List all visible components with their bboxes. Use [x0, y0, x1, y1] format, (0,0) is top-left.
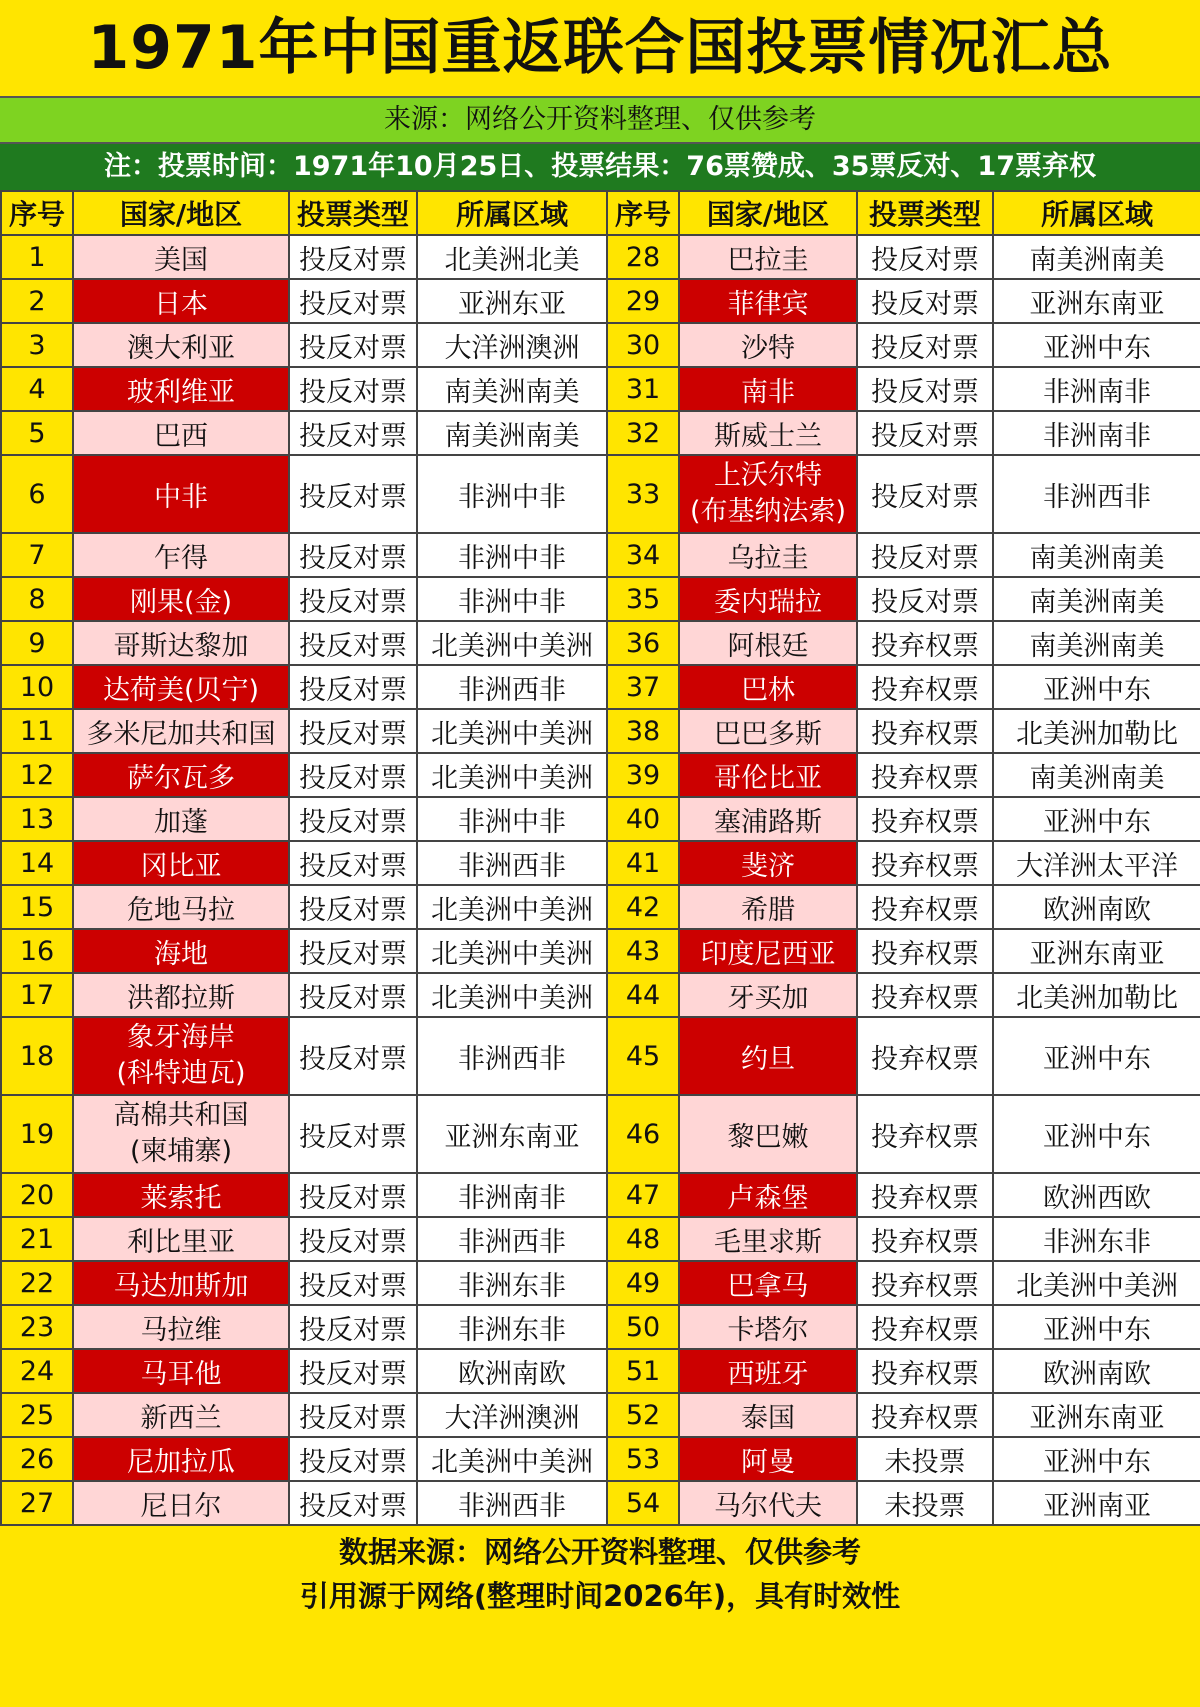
country-cell: 巴西: [73, 411, 289, 455]
vote-type-cell: 投弃权票: [857, 1305, 993, 1349]
row-number: 28: [607, 235, 679, 279]
vote-type-cell: 投弃权票: [857, 841, 993, 885]
region-cell: 非洲西非: [993, 455, 1200, 533]
vote-type-cell: 投反对票: [289, 411, 417, 455]
region-cell: 亚洲东亚: [417, 279, 607, 323]
table-row: [1, 235, 1200, 279]
country-cell: 乍得: [73, 533, 289, 577]
vote-type-cell: 投反对票: [857, 455, 993, 533]
table-row: [1, 367, 1200, 411]
vote-type-cell: 投弃权票: [857, 665, 993, 709]
row-number: 46: [607, 1095, 679, 1173]
region-cell: 北美洲中美洲: [417, 885, 607, 929]
country-cell: 巴林: [679, 665, 857, 709]
vote-type-cell: 投弃权票: [857, 1017, 993, 1095]
region-cell: 南美洲南美: [417, 411, 607, 455]
country-cell: 卡塔尔: [679, 1305, 857, 1349]
country-cell: 海地: [73, 929, 289, 973]
row-number: 49: [607, 1261, 679, 1305]
region-cell: 亚洲南亚: [993, 1481, 1200, 1525]
row-number: 41: [607, 841, 679, 885]
table-row: [1, 1305, 1200, 1349]
region-cell: 北美洲北美: [417, 235, 607, 279]
region-cell: 北美洲加勒比: [993, 709, 1200, 753]
region-cell: 非洲南非: [993, 367, 1200, 411]
table-row: [1, 1173, 1200, 1217]
country-cell: 马尔代夫: [679, 1481, 857, 1525]
row-number: 1: [1, 235, 73, 279]
region-cell: 亚洲中东: [993, 323, 1200, 367]
region-cell: 南美洲南美: [417, 367, 607, 411]
vote-type-cell: 投反对票: [289, 621, 417, 665]
row-number: 39: [607, 753, 679, 797]
country-cell: 斯威士兰: [679, 411, 857, 455]
row-number: 27: [1, 1481, 73, 1525]
table-row: [1, 973, 1200, 1017]
header-country: 国家/地区: [73, 191, 289, 235]
table-row: [1, 1017, 1200, 1095]
region-cell: 非洲西非: [417, 1217, 607, 1261]
region-cell: 北美洲中美洲: [417, 621, 607, 665]
row-number: 10: [1, 665, 73, 709]
vote-type-cell: 投反对票: [857, 577, 993, 621]
country-cell: 沙特: [679, 323, 857, 367]
region-cell: 非洲中非: [417, 455, 607, 533]
region-cell: 亚洲中东: [993, 1437, 1200, 1481]
vote-type-cell: 未投票: [857, 1437, 993, 1481]
table-row: [1, 753, 1200, 797]
row-number: 33: [607, 455, 679, 533]
row-number: 19: [1, 1095, 73, 1173]
country-cell: 乌拉圭: [679, 533, 857, 577]
region-cell: 南美洲南美: [993, 753, 1200, 797]
country-cell: 莱索托: [73, 1173, 289, 1217]
country-alias-line: (柬埔寨): [129, 1136, 233, 1167]
country-cell: 约旦: [679, 1017, 857, 1095]
vote-type-cell: 投反对票: [857, 367, 993, 411]
row-number: 25: [1, 1393, 73, 1437]
region-cell: 南美洲南美: [993, 235, 1200, 279]
region-cell: 北美洲中美洲: [417, 1437, 607, 1481]
table-row: [1, 323, 1200, 367]
row-number: 18: [1, 1017, 73, 1095]
country-cell: 马拉维: [73, 1305, 289, 1349]
region-cell: 北美洲中美洲: [417, 753, 607, 797]
country-cell: 刚果(金): [73, 577, 289, 621]
vote-type-cell: 投反对票: [289, 323, 417, 367]
region-cell: 南美洲南美: [993, 533, 1200, 577]
country-cell: 巴拉圭: [679, 235, 857, 279]
region-cell: 亚洲中东: [993, 1095, 1200, 1173]
header-no: 序号: [607, 191, 679, 235]
row-number: 16: [1, 929, 73, 973]
vote-type-cell: 投反对票: [289, 1017, 417, 1095]
table-row: [1, 621, 1200, 665]
country-alias-line: (科特迪瓦): [116, 1058, 246, 1089]
country-cell: 洪都拉斯: [73, 973, 289, 1017]
header-region: 所属区域: [417, 191, 607, 235]
row-number: 21: [1, 1217, 73, 1261]
region-cell: 大洋洲澳洲: [417, 1393, 607, 1437]
country-cell: 美国: [73, 235, 289, 279]
country-cell: 玻利维亚: [73, 367, 289, 411]
vote-type-cell: 投弃权票: [857, 885, 993, 929]
region-cell: 非洲中非: [417, 577, 607, 621]
footer-line: 引用源于网络(整理时间2026年)，具有时效性: [299, 1579, 901, 1613]
footer: [0, 1526, 1200, 1618]
country-name-line: 象牙海岸: [127, 1022, 235, 1053]
row-number: 51: [607, 1349, 679, 1393]
vote-type-cell: 投弃权票: [857, 929, 993, 973]
vote-type-cell: 投反对票: [289, 797, 417, 841]
region-cell: 非洲西非: [417, 665, 607, 709]
table-row: [1, 577, 1200, 621]
vote-type-cell: 投反对票: [289, 929, 417, 973]
region-cell: 大洋洲太平洋: [993, 841, 1200, 885]
row-number: 2: [1, 279, 73, 323]
header-no: 序号: [1, 191, 73, 235]
row-number: 3: [1, 323, 73, 367]
row-number: 35: [607, 577, 679, 621]
table-row: [1, 1437, 1200, 1481]
row-number: 24: [1, 1349, 73, 1393]
country-cell: 巴拿马: [679, 1261, 857, 1305]
country-cell: 利比里亚: [73, 1217, 289, 1261]
region-cell: 欧洲南欧: [993, 1349, 1200, 1393]
vote-type-cell: 投反对票: [289, 973, 417, 1017]
row-number: 32: [607, 411, 679, 455]
header-region: 所属区域: [993, 191, 1200, 235]
country-cell: [73, 1017, 289, 1095]
country-cell: 新西兰: [73, 1393, 289, 1437]
table-row: [1, 885, 1200, 929]
table-row: [1, 1349, 1200, 1393]
vote-type-cell: 投反对票: [289, 235, 417, 279]
country-cell: 尼日尔: [73, 1481, 289, 1525]
table-row: [1, 1095, 1200, 1173]
country-cell: 哥斯达黎加: [73, 621, 289, 665]
row-number: 5: [1, 411, 73, 455]
footer-line: 数据来源：网络公开资料整理、仅供参考: [338, 1535, 861, 1569]
vote-type-cell: 投弃权票: [857, 1173, 993, 1217]
vote-type-cell: 投弃权票: [857, 1349, 993, 1393]
country-cell: 马耳他: [73, 1349, 289, 1393]
row-number: 23: [1, 1305, 73, 1349]
row-number: 13: [1, 797, 73, 841]
table-row: [1, 411, 1200, 455]
country-cell: [73, 1095, 289, 1173]
vote-type-cell: 投弃权票: [857, 621, 993, 665]
vote-type-cell: 投反对票: [289, 709, 417, 753]
vote-type-cell: 投反对票: [857, 235, 993, 279]
row-number: 45: [607, 1017, 679, 1095]
vote-type-cell: 投反对票: [289, 455, 417, 533]
row-number: 40: [607, 797, 679, 841]
note-banner: 注：投票时间：1971年10月25日、投票结果：76票赞成、35票反对、17票弃权: [0, 144, 1200, 190]
region-cell: 南美洲南美: [993, 577, 1200, 621]
row-number: 29: [607, 279, 679, 323]
row-number: 34: [607, 533, 679, 577]
row-number: 54: [607, 1481, 679, 1525]
row-number: 53: [607, 1437, 679, 1481]
country-cell: 西班牙: [679, 1349, 857, 1393]
table-row: [1, 1481, 1200, 1525]
vote-type-cell: 投弃权票: [857, 797, 993, 841]
country-name-line: 上沃尔特: [714, 460, 822, 491]
country-cell: 卢森堡: [679, 1173, 857, 1217]
region-cell: 北美洲中美洲: [417, 973, 607, 1017]
row-number: 43: [607, 929, 679, 973]
row-number: 31: [607, 367, 679, 411]
row-number: 9: [1, 621, 73, 665]
vote-type-cell: 投反对票: [857, 533, 993, 577]
vote-type-cell: 投反对票: [289, 1095, 417, 1173]
vote-type-cell: 未投票: [857, 1481, 993, 1525]
row-number: 52: [607, 1393, 679, 1437]
table-header-row: [1, 191, 1200, 235]
country-cell: 加蓬: [73, 797, 289, 841]
row-number: 11: [1, 709, 73, 753]
country-cell: 南非: [679, 367, 857, 411]
region-cell: 北美洲中美洲: [417, 709, 607, 753]
region-cell: 非洲南非: [417, 1173, 607, 1217]
vote-type-cell: 投反对票: [289, 1217, 417, 1261]
row-number: 17: [1, 973, 73, 1017]
country-cell: 黎巴嫩: [679, 1095, 857, 1173]
vote-type-cell: 投反对票: [289, 1481, 417, 1525]
row-number: 30: [607, 323, 679, 367]
country-cell: 菲律宾: [679, 279, 857, 323]
region-cell: 欧洲南欧: [993, 885, 1200, 929]
region-cell: 非洲中非: [417, 533, 607, 577]
region-cell: 非洲中非: [417, 797, 607, 841]
region-cell: 大洋洲澳洲: [417, 323, 607, 367]
vote-type-cell: 投弃权票: [857, 1393, 993, 1437]
region-cell: 亚洲东南亚: [993, 1393, 1200, 1437]
country-cell: 牙买加: [679, 973, 857, 1017]
row-number: 37: [607, 665, 679, 709]
row-number: 7: [1, 533, 73, 577]
vote-type-cell: 投反对票: [289, 1437, 417, 1481]
country-cell: 中非: [73, 455, 289, 533]
country-cell: 萨尔瓦多: [73, 753, 289, 797]
row-number: 8: [1, 577, 73, 621]
region-cell: 非洲南非: [993, 411, 1200, 455]
vote-type-cell: 投弃权票: [857, 1217, 993, 1261]
row-number: 20: [1, 1173, 73, 1217]
vote-type-cell: 投反对票: [857, 279, 993, 323]
region-cell: 北美洲中美洲: [417, 929, 607, 973]
row-number: 6: [1, 455, 73, 533]
vote-type-cell: 投反对票: [289, 1349, 417, 1393]
vote-type-cell: 投反对票: [289, 367, 417, 411]
table-row: [1, 709, 1200, 753]
vote-type-cell: 投反对票: [857, 323, 993, 367]
vote-type-cell: 投反对票: [289, 279, 417, 323]
table-row: [1, 841, 1200, 885]
vote-type-cell: 投弃权票: [857, 753, 993, 797]
region-cell: 非洲东非: [417, 1305, 607, 1349]
header-country: 国家/地区: [679, 191, 857, 235]
row-number: 26: [1, 1437, 73, 1481]
table-row: [1, 1393, 1200, 1437]
country-cell: 泰国: [679, 1393, 857, 1437]
vote-type-cell: 投弃权票: [857, 709, 993, 753]
country-cell: 哥伦比亚: [679, 753, 857, 797]
table-row: [1, 929, 1200, 973]
vote-type-cell: 投反对票: [857, 411, 993, 455]
country-alias-line: (布基纳法索): [689, 496, 847, 527]
vote-type-cell: 投反对票: [289, 577, 417, 621]
country-name-line: 高棉共和国: [113, 1100, 249, 1131]
region-cell: 非洲西非: [417, 841, 607, 885]
region-cell: 欧洲西欧: [993, 1173, 1200, 1217]
region-cell: 非洲东非: [417, 1261, 607, 1305]
table-row: [1, 279, 1200, 323]
country-cell: 澳大利亚: [73, 323, 289, 367]
region-cell: 非洲西非: [417, 1481, 607, 1525]
table-row: [1, 1217, 1200, 1261]
table-body: [1, 235, 1200, 1525]
region-cell: 亚洲东南亚: [417, 1095, 607, 1173]
table-row: [1, 1261, 1200, 1305]
vote-type-cell: 投反对票: [289, 1173, 417, 1217]
row-number: 42: [607, 885, 679, 929]
country-cell: 危地马拉: [73, 885, 289, 929]
country-cell: 冈比亚: [73, 841, 289, 885]
vote-type-cell: 投反对票: [289, 665, 417, 709]
country-cell: 马达加斯加: [73, 1261, 289, 1305]
row-number: 47: [607, 1173, 679, 1217]
vote-type-cell: 投弃权票: [857, 973, 993, 1017]
region-cell: 北美洲中美洲: [993, 1261, 1200, 1305]
row-number: 48: [607, 1217, 679, 1261]
region-cell: 亚洲中东: [993, 1305, 1200, 1349]
region-cell: 亚洲中东: [993, 797, 1200, 841]
source-banner: 来源：网络公开资料整理、仅供参考: [0, 96, 1200, 144]
region-cell: 亚洲中东: [993, 665, 1200, 709]
table-row: [1, 533, 1200, 577]
region-cell: 亚洲中东: [993, 1017, 1200, 1095]
row-number: 44: [607, 973, 679, 1017]
country-cell: 阿曼: [679, 1437, 857, 1481]
region-cell: 欧洲南欧: [417, 1349, 607, 1393]
region-cell: 非洲西非: [417, 1017, 607, 1095]
vote-type-cell: 投反对票: [289, 1261, 417, 1305]
country-cell: 多米尼加共和国: [73, 709, 289, 753]
vote-type-cell: 投反对票: [289, 753, 417, 797]
region-cell: 亚洲东南亚: [993, 279, 1200, 323]
country-cell: 尼加拉瓜: [73, 1437, 289, 1481]
row-number: 14: [1, 841, 73, 885]
country-cell: 塞浦路斯: [679, 797, 857, 841]
row-number: 15: [1, 885, 73, 929]
table-row: [1, 455, 1200, 533]
vote-type-cell: 投反对票: [289, 885, 417, 929]
vote-type-cell: 投反对票: [289, 841, 417, 885]
country-cell: 毛里求斯: [679, 1217, 857, 1261]
header-vote: 投票类型: [857, 191, 993, 235]
vote-type-cell: 投弃权票: [857, 1095, 993, 1173]
region-cell: 非洲东非: [993, 1217, 1200, 1261]
country-cell: 阿根廷: [679, 621, 857, 665]
vote-type-cell: 投反对票: [289, 1393, 417, 1437]
row-number: 22: [1, 1261, 73, 1305]
row-number: 4: [1, 367, 73, 411]
row-number: 50: [607, 1305, 679, 1349]
vote-type-cell: 投弃权票: [857, 1261, 993, 1305]
row-number: 36: [607, 621, 679, 665]
page-title: 1971年中国重返联合国投票情况汇总: [0, 0, 1200, 96]
country-cell: 希腊: [679, 885, 857, 929]
region-cell: 南美洲南美: [993, 621, 1200, 665]
country-cell: 委内瑞拉: [679, 577, 857, 621]
header-vote: 投票类型: [289, 191, 417, 235]
vote-table: [0, 190, 1200, 1526]
country-cell: 巴巴多斯: [679, 709, 857, 753]
country-cell: [679, 455, 857, 533]
region-cell: 亚洲东南亚: [993, 929, 1200, 973]
region-cell: 北美洲加勒比: [993, 973, 1200, 1017]
country-cell: 日本: [73, 279, 289, 323]
country-cell: 斐济: [679, 841, 857, 885]
row-number: 38: [607, 709, 679, 753]
table-row: [1, 797, 1200, 841]
table-row: [1, 665, 1200, 709]
country-cell: 达荷美(贝宁): [73, 665, 289, 709]
vote-type-cell: 投反对票: [289, 1305, 417, 1349]
vote-type-cell: 投反对票: [289, 533, 417, 577]
country-cell: 印度尼西亚: [679, 929, 857, 973]
row-number: 12: [1, 753, 73, 797]
